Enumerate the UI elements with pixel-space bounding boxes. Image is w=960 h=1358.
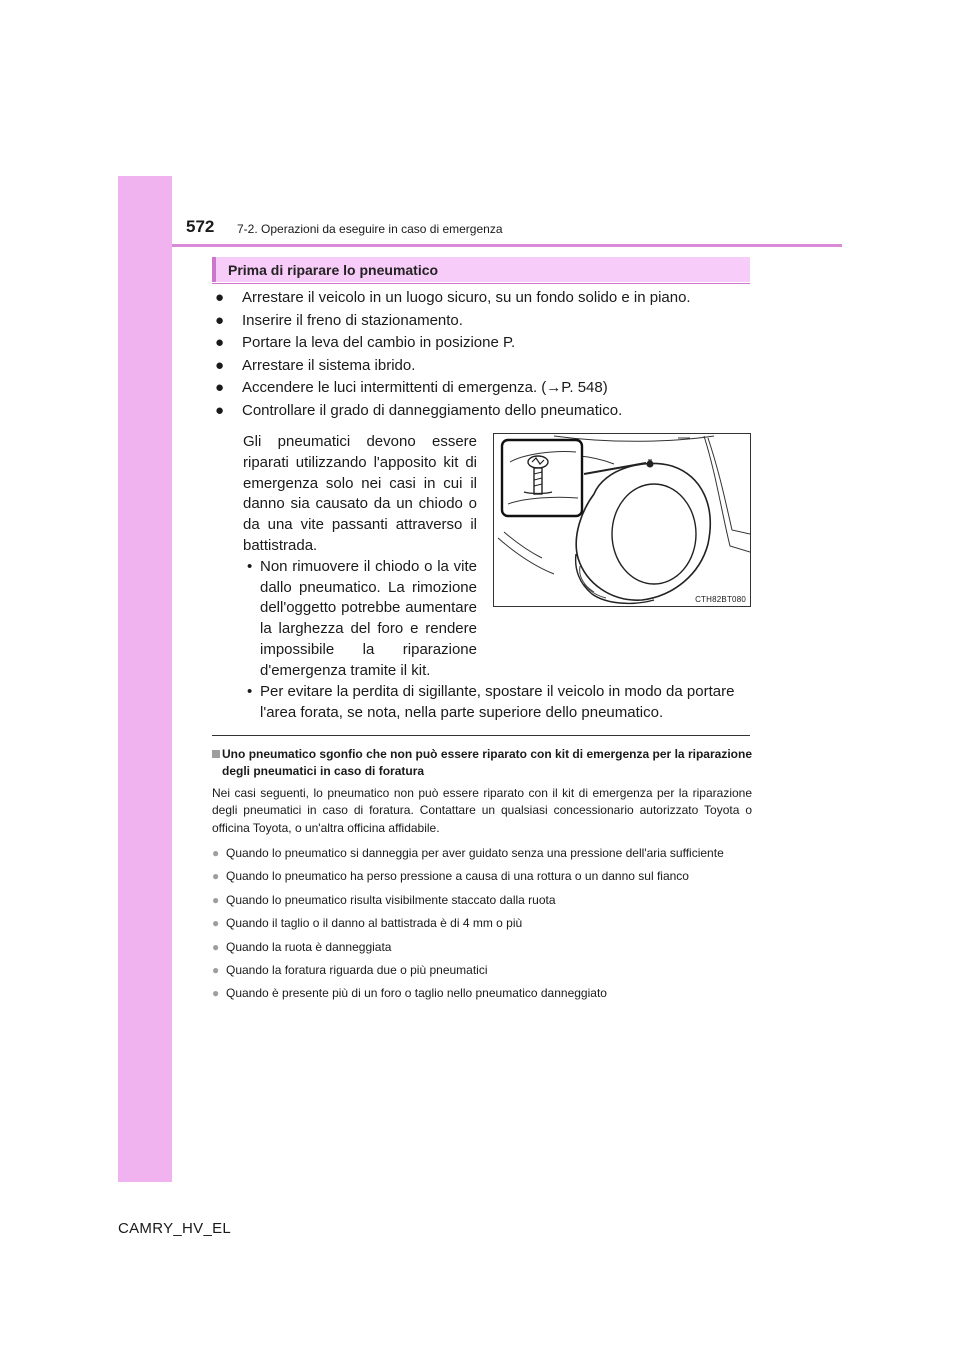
- sub-bullet-icon: •: [247, 557, 253, 575]
- list-item: ● Quando lo pneumatico risulta visibilmente staccato dalla ruota: [212, 892, 752, 909]
- section-divider: [212, 735, 750, 736]
- bullet-icon: ●: [215, 356, 225, 374]
- section-underline: [212, 283, 750, 284]
- section-header: [212, 257, 750, 282]
- repair-paragraph: Gli pneumatici devono essere riparati utilizzando l'apposito kit di emergenza solo nei casi in cui il danno sia causato da un chiodo o da una vite passanti attraverso il battistrada.: [243, 433, 477, 554]
- sub-item: • Per evitare la perdita di sigillante, spostare il veicolo in modo da portare l'area forata, se nota, nella parte superiore dello pneumatico.: [247, 683, 735, 721]
- sub-item: • Non rimuovere il chiodo o la vite dallo pneumatico. La rimozione dell'oggetto potrebbe aumentare la larghezza del foro e rendere impossibile la riparazione d'emergenza tramite il kit.: [247, 557, 477, 679]
- tire-illustration-svg: [494, 434, 750, 606]
- repair-conditions-text: [243, 432, 477, 682]
- bullet-icon: ●: [215, 311, 225, 329]
- bullet-icon: ●: [212, 892, 220, 907]
- square-bullet-icon: [212, 750, 220, 758]
- list-item: ● Accendere le luci intermittenti di emergenza. (→P. 548): [215, 379, 608, 396]
- sub-item-wide: [243, 682, 753, 724]
- header-rule: [172, 244, 842, 247]
- list-item: ● Inserire il freno di stazionamento.: [215, 311, 463, 329]
- tire-puncture-illustration: [493, 433, 751, 607]
- info-paragraph: Nei casi seguenti, lo pneumatico non può essere riparato con il kit di emergenza per la riparazione degli pneumatici in caso di foratura. Contattare un qualsiasi concessionario autorizzato Toyota o officina Toyota, o un'altra officina affidabile.: [212, 785, 752, 835]
- list-item: ● Controllare il grado di danneggiamento dello pneumatico.: [215, 401, 623, 419]
- bullet-icon: ●: [212, 916, 220, 931]
- chapter-sidebar-tab: [118, 176, 172, 1182]
- bullet-icon: ●: [212, 939, 220, 954]
- page-number: 572: [186, 217, 215, 236]
- list-item: ● Quando è presente più di un foro o taglio nello pneumatico danneggiato: [212, 985, 752, 1002]
- bullet-icon: ●: [215, 401, 225, 419]
- list-item: ● Quando la foratura riguarda due o più pneumatici: [212, 962, 752, 979]
- chapter-title: 7-2. Operazioni da eseguire in caso di emergenza: [237, 222, 503, 236]
- bullet-icon: ●: [212, 986, 220, 1001]
- sub-bullet-icon: •: [247, 683, 253, 700]
- figure-code-label: CTH82BT080: [695, 595, 746, 604]
- list-item: ● Quando lo pneumatico ha perso pressione a causa di una rottura o un danno sul fianco: [212, 868, 752, 885]
- list-item: ● Portare la leva del cambio in posizione P.: [215, 334, 516, 351]
- list-item: ● Quando la ruota è danneggiata: [212, 939, 752, 956]
- list-item: ● Quando lo pneumatico si danneggia per aver guidato senza una pressione dell'aria sufficiente: [212, 845, 752, 862]
- bullet-icon: ●: [212, 963, 220, 978]
- list-item: ● Arrestare il sistema ibrido.: [215, 356, 416, 374]
- info-block: [212, 746, 752, 1009]
- bullet-icon: ●: [215, 334, 225, 351]
- list-item: ● Arrestare il veicolo in un luogo sicuro, su un fondo solido e in piano.: [215, 289, 691, 306]
- bullet-icon: ●: [212, 846, 220, 861]
- info-heading: Uno pneumatico sgonfio che non può essere riparato con kit di emergenza per la riparazione degli pneumatici in caso di foratura: [212, 746, 752, 781]
- non-repairable-cases-list: [212, 845, 752, 1003]
- preparation-steps-list: [212, 288, 772, 423]
- bullet-icon: ●: [215, 289, 225, 306]
- model-identifier: CAMRY_HV_EL: [118, 1220, 232, 1237]
- bullet-icon: ●: [212, 869, 220, 884]
- bullet-icon: ●: [215, 379, 225, 396]
- list-item: ● Quando il taglio o il danno al battistrada è di 4 mm o più: [212, 915, 752, 932]
- section-title: Prima di riparare lo pneumatico: [228, 262, 439, 278]
